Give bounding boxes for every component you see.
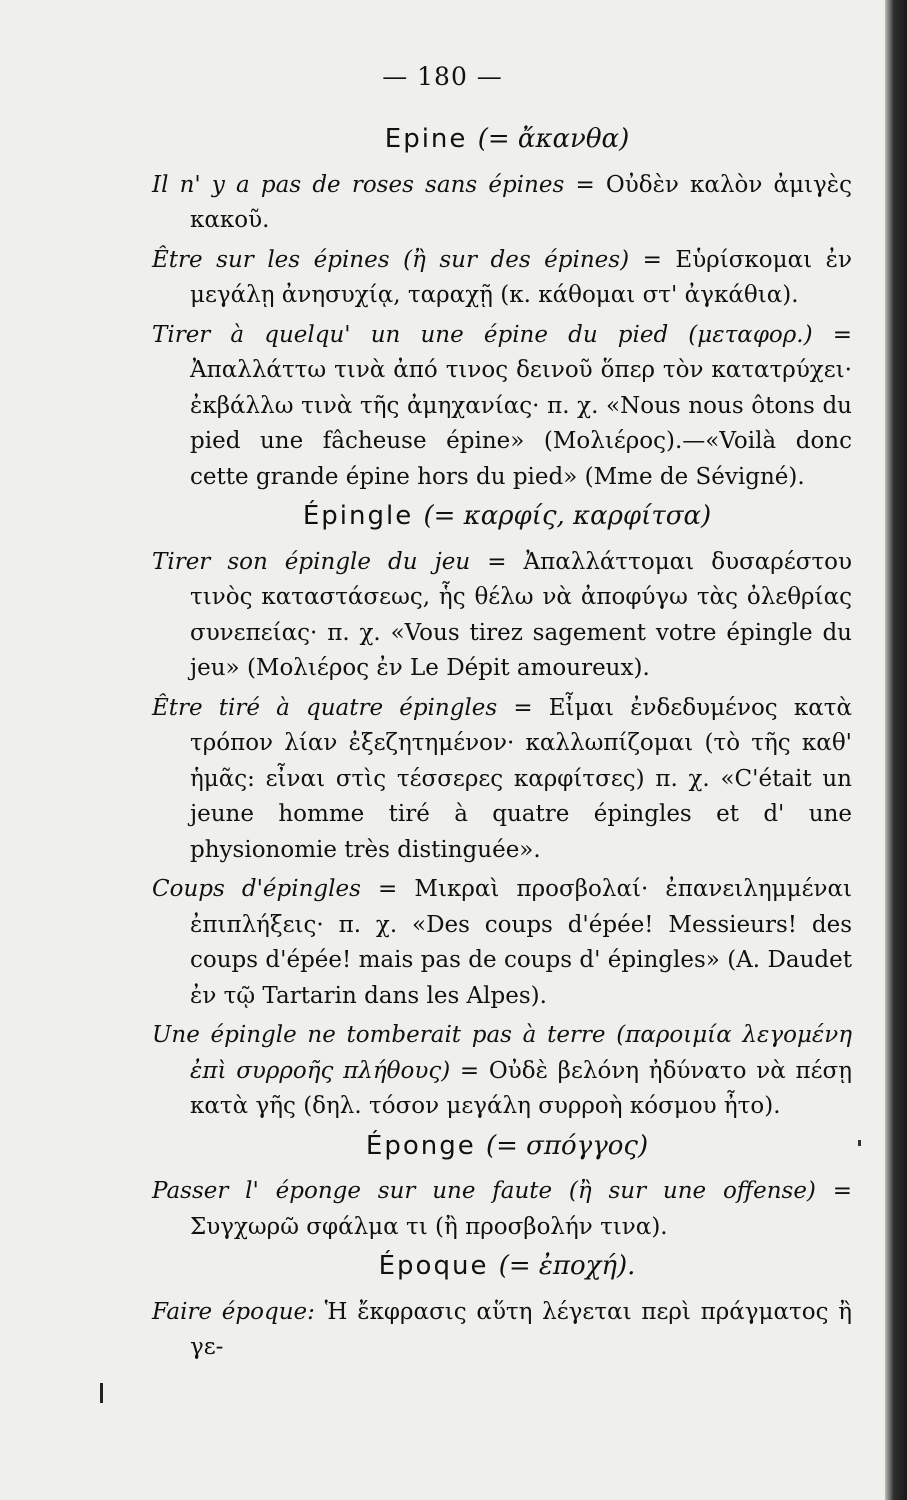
headword-eponge (152, 1129, 852, 1165)
entry-text: = Συγχωρῶ σφάλμα τι (ἢ προσβολήν τινα). (190, 1178, 852, 1240)
entry-text: = Εἶμαι ἐνδεδυμένος κατὰ τρόπον λίαν ἐξεζητημένον· καλλωπίζομαι (τὸ τῆς καθ' ἡμᾶς: εἶναι στὶς τέσσερες καρφίτσες) π. χ. «C'était un jeune homme tiré à quatre épingles et d' une physionomie très distinguée». (190, 694, 852, 863)
entry-term: Tirer à quelqu' un une épine du pied (μεταφορ.) (152, 321, 813, 348)
headword-text: Épingle (302, 501, 414, 531)
entry (152, 545, 852, 687)
entry (152, 691, 852, 869)
headword-text: Époque (378, 1251, 489, 1281)
entry-term: Il n' y a pas de roses sans épines (152, 171, 565, 198)
entry-term: Tirer son épingle du jeu (152, 548, 471, 575)
entry-text: = Οὐδὲν καλὸν ἀμιγὲς κακοῦ. (190, 171, 853, 233)
margin-mark (100, 1383, 103, 1403)
entry (152, 318, 852, 496)
page-number: — 180 — (382, 62, 503, 91)
headword-epingle (152, 499, 852, 535)
page-gutter-shadow (885, 0, 907, 1500)
entry-text: Ἡ ἔκφρασις αὕτη λέγεται περὶ πράγματος ἢ γε- (190, 1298, 853, 1360)
headword-translation: (= ἄκανθα) (477, 124, 630, 154)
entry-text: = Οὐδὲ βελόνη ἠδύνατο νὰ πέσῃ κατὰ γῆς (δηλ. τόσον μεγάλη συρροὴ κόσμου ἦτο). (190, 1057, 852, 1119)
entry-text: = Εὑρίσκομαι ἐν μεγάλῃ ἀνησυχίᾳ, ταραχῇ (κ. κάθομαι στ' ἀγκάθια). (190, 246, 853, 308)
entry-term: Être tiré à quatre épingles (152, 694, 498, 721)
entry-text: = Μικραὶ προσβολαί· ἐπανειλημμέναι ἐπιπλήξεις· π. χ. «Des coups d'épée! Messieurs! des coups d'épée! mais pas de coups d' épingles» (A. Daudet ἐν τῷ Tartarin dans les Alpes). (190, 876, 853, 1009)
entry-text: = Ἀπαλλάττομαι δυσαρέστου τινὸς καταστάσεως, ἧς θέλω νὰ ἀποφύγω τὰς ὀλεθρίας συνεπείας· π. χ. «Vous tirez sagement votre épingle du jeu» (Μολιέρος ἐν Le Dépit amoureux). (190, 548, 852, 681)
headword-text: Epine (384, 124, 468, 154)
headword-epine (152, 122, 852, 158)
headword-translation: (= ἐποχή). (498, 1251, 636, 1281)
entry (152, 872, 852, 1014)
entry-term: Coups d'épingles (152, 876, 361, 902)
entry (152, 1018, 852, 1125)
margin-tick (858, 1140, 861, 1146)
headword-text: Éponge (365, 1130, 476, 1161)
entry-term: Être sur les épines (ἢ sur des épines) (152, 246, 630, 273)
entry (152, 168, 852, 239)
page-content (152, 118, 852, 1370)
entry-term: Faire époque: (152, 1298, 315, 1325)
entry-text: = Ἀπαλλάττω τινὰ ἀπό τινος δεινοῦ ὅπερ τὸν κατατρύχει· ἐκβάλλω τινὰ τῆς ἀμηχανίας· π. χ. «Nous nous ôtons du pied une fâcheuse épine» (Μολιέρος).—«Voilà donc cette grande épine hors du pied» (Mme de Sévigné). (190, 321, 853, 490)
entry-term: Une épingle ne tomberait pas à terre (παροιμία λεγομένη ἐπὶ συρροῆς πλήθους) (152, 1022, 852, 1084)
headword-translation: (= καρφίς, καρφίτσα) (423, 501, 712, 531)
headword-epoque (152, 1249, 852, 1285)
headword-translation: (= σπόγγος) (485, 1130, 649, 1161)
entry-term: Passer l' éponge sur une faute (ἢ sur une offense) (152, 1178, 816, 1204)
entry (152, 1295, 852, 1366)
entry (152, 1174, 852, 1245)
entry (152, 243, 852, 314)
